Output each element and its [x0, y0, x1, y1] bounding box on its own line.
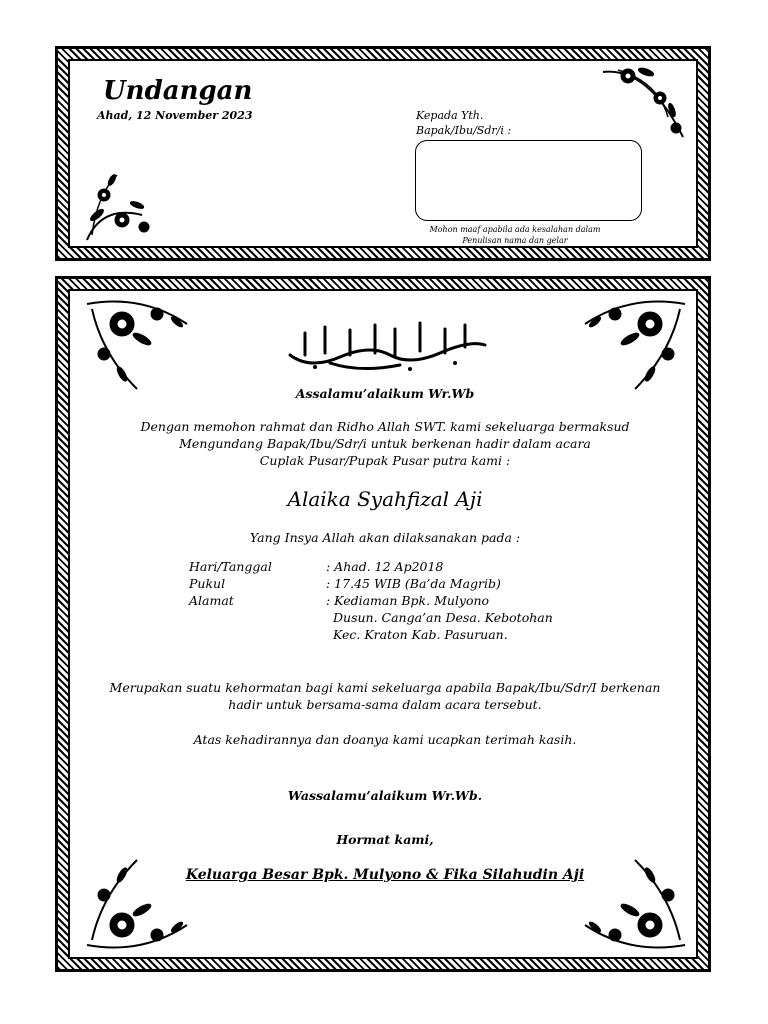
floral-corner-icon: [580, 850, 690, 955]
child-name: Alaika Syahfizal Aji: [287, 487, 483, 511]
floral-corner-icon: [82, 165, 162, 245]
floral-corner-icon: [82, 850, 192, 955]
recipient-name-box: [415, 140, 642, 221]
time-value: : 17.45 WIB (Ba’da Magrib): [326, 576, 501, 591]
honor-line2: hadir untuk bersama-sama dalam acara tersebut.: [228, 697, 542, 712]
card-date: Ahad, 12 November 2023: [97, 109, 253, 122]
date-value: : Ahad. 12 Ap2018: [326, 559, 444, 574]
honor-line1: Merupakan suatu kehormatan bagi kami sekeluarga apabila Bapak/Ibu/Sdr/I berkenan: [109, 680, 661, 695]
recipient-label: Kepada Yth.: [416, 109, 484, 122]
place-value-line1: : Kediaman Bpk. Mulyono: [326, 593, 490, 608]
place-value-line3: Kec. Kraton Kab. Pasuruan.: [333, 627, 508, 642]
date-label: Hari/Tanggal: [189, 559, 272, 574]
intro-line1: Dengan memohon rahmat dan Ridho Allah SWT. kami sekeluarga bermaksud: [140, 419, 630, 434]
closing-greeting: Wassalamu’alaikum Wr.Wb.: [287, 788, 483, 803]
floral-corner-icon: [82, 294, 192, 394]
floral-corner-icon: [598, 62, 688, 142]
place-label: Alamat: [189, 593, 234, 608]
regards-text: Hormat kami,: [336, 832, 434, 847]
card-title: Undangan: [103, 76, 253, 106]
thanks-text: Atas kehadirannya dan doanya kami ucapkan terimah kasih.: [193, 732, 577, 747]
time-label: Pukul: [189, 576, 226, 591]
place-value-line2: Dusun. Canga’an Desa. Kebotohan: [333, 610, 553, 625]
intro-line2: Mengundang Bapak/Ibu/Sdr/i untuk berkenan hadir dalam acara: [179, 436, 591, 451]
recipient-title-label: Bapak/Ibu/Sdr/i :: [416, 124, 512, 137]
family-signature: Keluarga Besar Bpk. Mulyono & Fika Silahudin Aji: [185, 867, 585, 883]
greeting: Assalamu’alaikum Wr.Wb: [295, 386, 475, 401]
event-intro: Yang Insya Allah akan dilaksanakan pada :: [249, 530, 521, 545]
intro-line3: Cuplak Pusar/Pupak Pusar putra kami :: [259, 453, 511, 468]
apology-note-line1: Mohon maaf apabila ada kesalahan dalam: [429, 225, 601, 234]
apology-note-line2: Penulisan nama dan gelar: [462, 236, 568, 245]
floral-corner-icon: [580, 294, 690, 394]
bismillah-calligraphy-icon: [280, 315, 495, 375]
